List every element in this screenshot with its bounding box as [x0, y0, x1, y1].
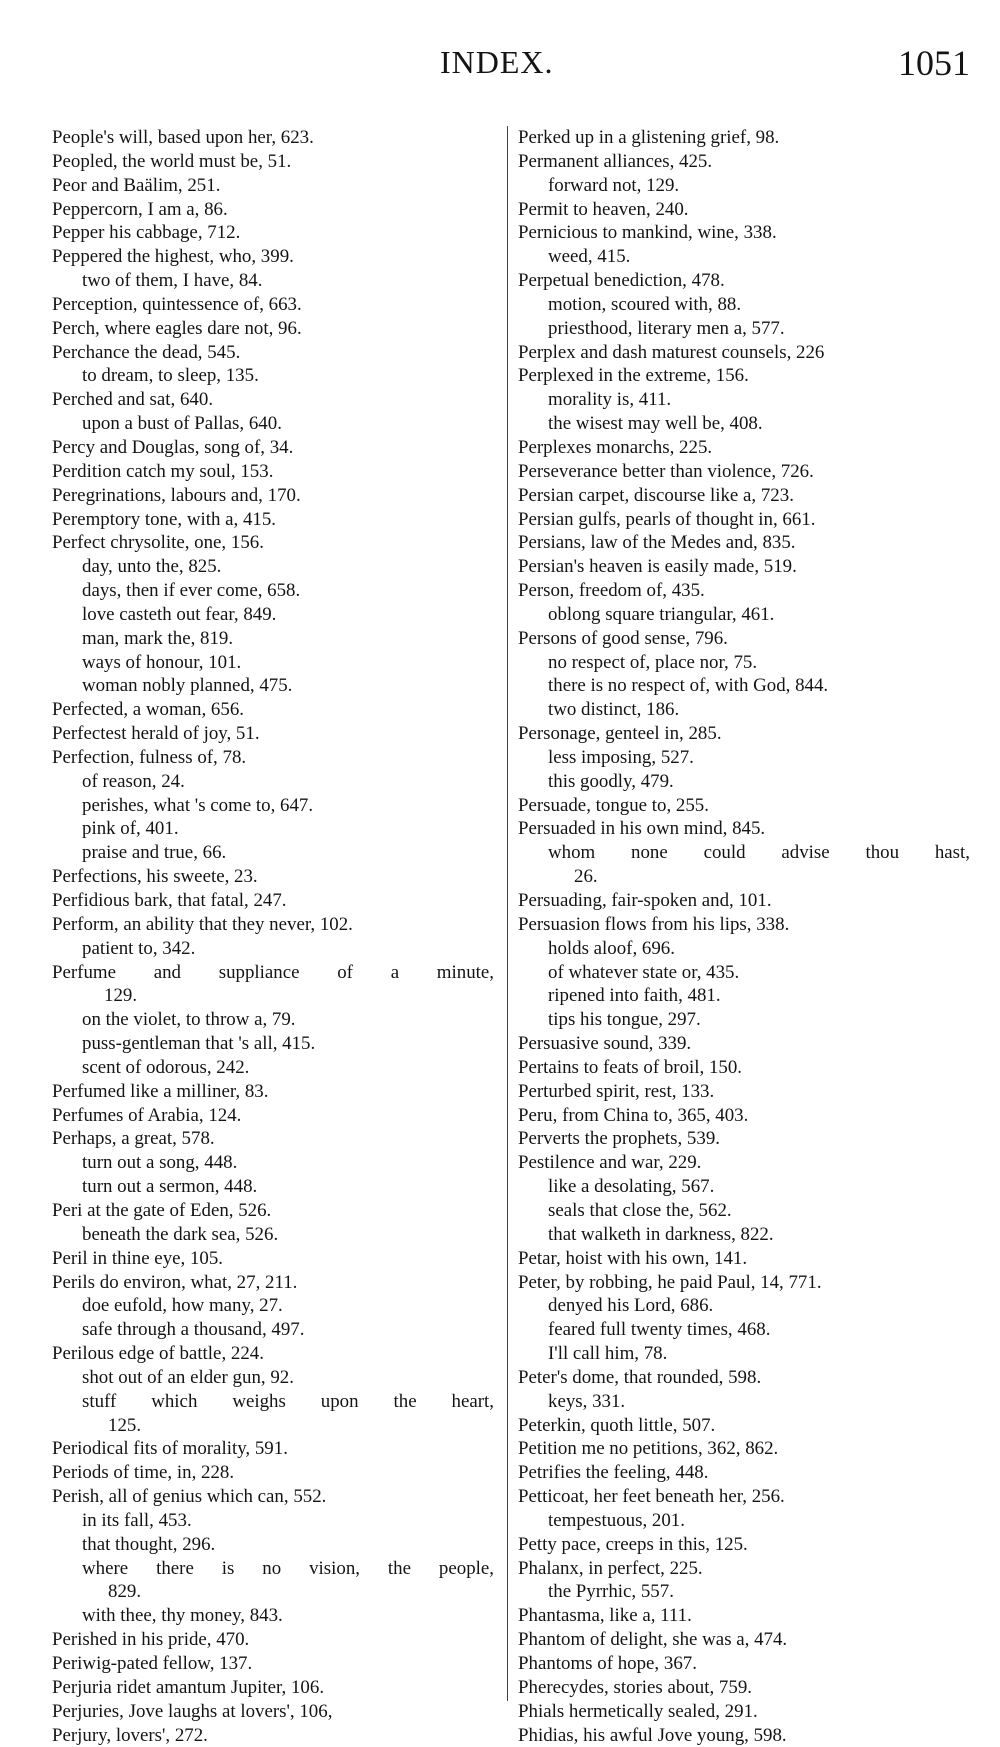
index-entry: Phials hermetically sealed, 291. — [518, 1700, 758, 1722]
index-entry: Perdition catch my soul, 153. — [52, 460, 274, 482]
index-entry: Peppercorn, I am a, 86. — [52, 198, 228, 220]
index-entry: Perpetual benediction, 478. — [518, 270, 725, 292]
index-subentry: upon a bust of Pallas, 640. — [82, 413, 282, 435]
index-entry: Peri at the gate of Eden, 526. — [52, 1199, 272, 1221]
index-entry: Petrifies the feeling, 448. — [518, 1462, 709, 1484]
index-entry: Phalanx, in perfect, 225. — [518, 1557, 703, 1579]
index-entry: Persians, law of the Medes and, 835. — [518, 532, 796, 554]
index-entry: Perilous edge of battle, 224. — [52, 1343, 264, 1365]
index-entry: Petar, hoist with his own, 141. — [518, 1247, 748, 1269]
index-entry: Petition me no petitions, 362, 862. — [518, 1438, 779, 1460]
index-subentry: where there is no vision, the people, — [82, 1557, 494, 1579]
index-entry: Perfected, a woman, 656. — [52, 699, 244, 721]
index-subentry: that thought, 296. — [82, 1533, 216, 1555]
index-entry: Persons of good sense, 796. — [518, 627, 728, 649]
index-entry: Persian's heaven is easily made, 519. — [518, 556, 797, 578]
index-subentry: of reason, 24. — [82, 770, 185, 792]
index-entry: Perverts the prophets, 539. — [518, 1128, 720, 1150]
index-entry: Perfidious bark, that fatal, 247. — [52, 890, 287, 911]
index-subentry: the wisest may well be, 408. — [548, 413, 763, 435]
index-entry: Peor and Baälim, 251. — [52, 174, 221, 196]
index-subentry: this goodly, 479. — [548, 770, 674, 792]
index-entry: Perchance the dead, 545. — [52, 341, 241, 363]
index-subentry: praise and true, 66. — [82, 842, 227, 864]
index-entry: Persuaded in his own mind, 845. — [518, 818, 766, 840]
page-number: 1051 — [898, 43, 970, 83]
index-entry: Perfumed like a milliner, 83. — [52, 1080, 269, 1102]
index-entry: Petty pace, creeps in this, 125. — [518, 1533, 748, 1555]
index-entry: Persian gulfs, pearls of thought in, 661. — [518, 508, 816, 530]
index-entry: Perfection, fulness of, 78. — [52, 746, 247, 768]
index-entry: Perch, where eagles dare not, 96. — [52, 317, 302, 339]
index-subentry: puss-gentleman that 's all, 415. — [82, 1033, 316, 1055]
index-entry: Phantasma, like a, 111. — [518, 1605, 692, 1627]
index-subentry: the Pyrrhic, 557. — [548, 1581, 674, 1603]
index-entry: Periods of time, in, 228. — [52, 1462, 235, 1484]
index-entry: Perils do environ, what, 27, 211. — [52, 1271, 298, 1293]
index-entry: Persuasion flows from his lips, 338. — [518, 913, 790, 935]
index-subentry: ways of honour, 101. — [82, 651, 242, 673]
index-subentry: 26. — [574, 866, 598, 888]
index-entry: Persian carpet, discourse like a, 723. — [518, 484, 794, 506]
index-entry: Peril in thine eye, 105. — [52, 1247, 224, 1269]
index-entry: Perked up in a glistening grief, 98. — [518, 127, 780, 148]
index-column-left — [52, 126, 494, 1747]
index-entry: Perished in his pride, 470. — [52, 1629, 250, 1651]
index-subentry: love casteth out fear, 849. — [82, 603, 277, 625]
index-entry: Perfumes of Arabia, 124. — [52, 1104, 242, 1126]
index-subentry: scent of odorous, 242. — [82, 1056, 250, 1078]
index-entry: Peopled, the world must be, 51. — [52, 150, 292, 172]
index-subentry: denyed his Lord, 686. — [548, 1295, 714, 1317]
index-entry: Percy and Douglas, song of, 34. — [52, 436, 294, 458]
index-subentry: feared full twenty times, 468. — [548, 1319, 771, 1341]
index-entry: Perched and sat, 640. — [52, 389, 214, 411]
index-entry: Perfect chrysolite, one, 156. — [52, 532, 264, 554]
index-subentry: morality is, 411. — [548, 389, 672, 411]
index-subentry: to dream, to sleep, 135. — [82, 365, 259, 387]
index-entry: Permit to heaven, 240. — [518, 198, 689, 220]
index-entry: Personage, genteel in, 285. — [518, 723, 722, 745]
index-subentry: perishes, what 's come to, 647. — [82, 794, 314, 816]
index-subentry: stuff which weighs upon the heart, — [82, 1390, 494, 1412]
index-subentry: in its fall, 453. — [82, 1509, 192, 1531]
index-subentry: holds aloof, 696. — [548, 937, 675, 959]
index-subentry: oblong square triangular, 461. — [548, 603, 775, 625]
index-subentry: seals that close the, 562. — [548, 1199, 732, 1221]
index-subentry: tips his tongue, 297. — [548, 1009, 701, 1031]
index-entry: Peppered the highest, who, 399. — [52, 246, 294, 268]
index-subentry: forward not, 129. — [548, 174, 680, 196]
index-subentry: no respect of, place nor, 75. — [548, 651, 758, 673]
index-subentry: motion, scoured with, 88. — [548, 293, 742, 315]
index-entry: 129. — [104, 985, 138, 1007]
index-entry: Phantom of delight, she was a, 474. — [518, 1629, 788, 1651]
index-entry: Person, freedom of, 435. — [518, 580, 705, 602]
index-entry: Perjury, lovers', 272. — [52, 1724, 208, 1746]
index-subentry: less imposing, 527. — [548, 746, 694, 768]
index-subentry: shot out of an elder gun, 92. — [82, 1366, 294, 1388]
index-subentry: patient to, 342. — [82, 937, 196, 959]
index-subentry: tempestuous, 201. — [548, 1509, 685, 1531]
index-subentry: two distinct, 186. — [548, 699, 680, 721]
index-subentry: turn out a song, 448. — [82, 1152, 238, 1174]
index-entry: Perfections, his sweete, 23. — [52, 866, 258, 888]
index-entry: Pepper his cabbage, 712. — [52, 222, 241, 244]
index-entry: Permanent alliances, 425. — [518, 150, 713, 172]
index-subentry: with thee, thy money, 843. — [82, 1605, 283, 1627]
column-divider — [507, 126, 508, 1701]
index-entry: Phidias, his awful Jove young, 598. — [518, 1724, 787, 1746]
index-entry: Perception, quintessence of, 663. — [52, 293, 302, 315]
index-entry: Peterkin, quoth little, 507. — [518, 1414, 716, 1436]
index-entry: Periodical fits of morality, 591. — [52, 1438, 288, 1460]
index-entry: Persuading, fair-spoken and, 101. — [518, 890, 772, 911]
index-subentry: weed, 415. — [548, 246, 631, 268]
index-subentry: turn out a sermon, 448. — [82, 1176, 258, 1198]
index-entry: Perhaps, a great, 578. — [52, 1128, 215, 1150]
index-subentry: man, mark the, 819. — [82, 627, 234, 649]
index-entry: Perform, an ability that they never, 102. — [52, 913, 353, 935]
index-entry: Perplex and dash maturest counsels, 226 — [518, 341, 825, 363]
page-title: INDEX. — [440, 44, 554, 80]
page-header — [0, 0, 1000, 100]
index-entry: Pherecydes, stories about, 759. — [518, 1676, 752, 1698]
index-subentry: ripened into faith, 481. — [548, 985, 721, 1007]
index-subentry: that walketh in darkness, 822. — [548, 1223, 774, 1245]
index-entry: Peru, from China to, 365, 403. — [518, 1104, 749, 1126]
index-column-right — [518, 126, 970, 1747]
index-subentry: 829. — [108, 1581, 142, 1603]
index-subentry: whom none could advise thou hast, — [548, 842, 970, 864]
index-entry: Perish, all of genius which can, 552. — [52, 1486, 327, 1508]
index-entry: Perseverance better than violence, 726. — [518, 460, 814, 482]
index-entry: Peremptory tone, with a, 415. — [52, 508, 277, 530]
index-entry: Persuasive sound, 339. — [518, 1033, 692, 1055]
index-subentry: like a desolating, 567. — [548, 1176, 715, 1198]
index-subentry: on the violet, to throw a, 79. — [82, 1009, 296, 1031]
index-subentry: there is no respect of, with God, 844. — [548, 675, 829, 697]
index-subentry: I'll call him, 78. — [548, 1343, 668, 1365]
index-entry: Pestilence and war, 229. — [518, 1152, 702, 1174]
index-entry: Peter's dome, that rounded, 598. — [518, 1366, 762, 1388]
index-entry: Phantoms of hope, 367. — [518, 1653, 697, 1674]
index-entry: Perplexes monarchs, 225. — [518, 436, 713, 458]
index-entry: Peter, by robbing, he paid Paul, 14, 771. — [518, 1271, 822, 1293]
index-entry: Persuade, tongue to, 255. — [518, 794, 709, 816]
index-subentry: beneath the dark sea, 526. — [82, 1223, 279, 1245]
index-entry: Perfume and suppliance of a minute, — [52, 961, 494, 983]
index-subentry: of whatever state or, 435. — [548, 961, 740, 983]
index-entry: Petticoat, her feet beneath her, 256. — [518, 1486, 785, 1508]
index-entry: People's will, based upon her, 623. — [52, 127, 314, 148]
index-entry: Perturbed spirit, rest, 133. — [518, 1080, 715, 1102]
index-subentry: pink of, 401. — [82, 818, 179, 840]
index-subentry: safe through a thousand, 497. — [82, 1319, 305, 1341]
index-entry: Pertains to feats of broil, 150. — [518, 1056, 743, 1078]
index-entry: Perplexed in the extreme, 156. — [518, 365, 749, 387]
index-subentry: days, then if ever come, 658. — [82, 580, 301, 602]
index-subentry: day, unto the, 825. — [82, 556, 222, 578]
index-entry: Periwig-pated fellow, 137. — [52, 1653, 253, 1674]
index-subentry: doe eufold, how many, 27. — [82, 1295, 283, 1317]
index-entry: Peregrinations, labours and, 170. — [52, 484, 301, 506]
index-subentry: 125. — [108, 1414, 142, 1436]
index-subentry: woman nobly planned, 475. — [82, 675, 293, 697]
index-entry: Perfectest herald of joy, 51. — [52, 723, 260, 745]
index-subentry: two of them, I have, 84. — [82, 270, 263, 292]
index-entry: Perjuria ridet amantum Jupiter, 106. — [52, 1676, 325, 1698]
index-entry: Perjuries, Jove laughs at lovers', 106, — [52, 1700, 333, 1722]
index-subentry: priesthood, literary men a, 577. — [548, 317, 785, 339]
index-subentry: keys, 331. — [548, 1390, 626, 1412]
index-entry: Pernicious to mankind, wine, 338. — [518, 222, 777, 244]
